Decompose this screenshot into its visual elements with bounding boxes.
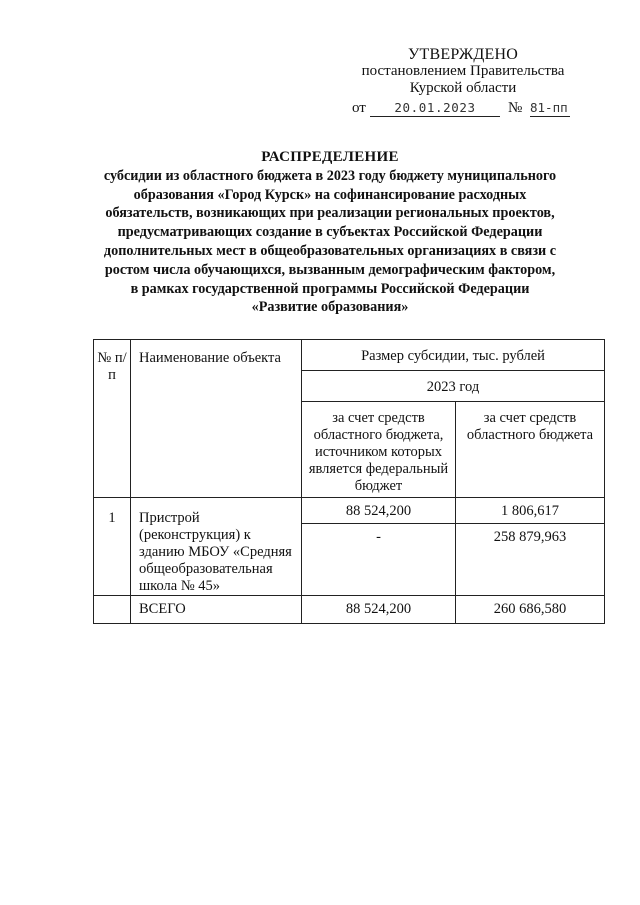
header-name: Наименование объекта: [131, 340, 302, 498]
row-name-line: (реконструкция) к: [139, 527, 251, 543]
document-title: [60, 148, 600, 317]
total-row: [94, 596, 605, 624]
row-name-line: школа № 45»: [139, 578, 221, 594]
row-name-line: зданию МБОУ «Средняя: [139, 544, 292, 560]
title-line: ростом числа обучающихся, вызванным демографическим фактором,: [104, 261, 556, 278]
approval-date-row: [340, 100, 586, 118]
title-line: обязательств, возникающих при реализации региональных проектов,: [105, 205, 555, 222]
header-federal: за счет средств областного бюджета, источником которых является федеральный бюджет: [302, 402, 456, 498]
approval-number: 81-пп: [530, 99, 570, 117]
total-regional: 260 686,580: [456, 596, 605, 624]
approval-line-1: постановлением Правительства: [361, 63, 565, 79]
row-num: 1: [94, 498, 131, 596]
row-name-line: общеобразовательная: [139, 561, 273, 577]
total-num: [94, 596, 131, 624]
title-line: образования «Город Курск» на софинансирование расходных: [133, 186, 527, 203]
approval-line-2: Курской области: [409, 80, 517, 96]
approval-number-sign: №: [508, 100, 523, 116]
total-label: ВСЕГО: [131, 596, 302, 624]
row-name-line: Пристрой: [139, 510, 200, 526]
header-regional: за счет средств областного бюджета: [456, 402, 605, 498]
approval-heading: УТВЕРЖДЕНО: [407, 46, 518, 63]
row-federal-1: 88 524,200: [302, 498, 456, 524]
approval-date: 20.01.2023: [370, 99, 500, 117]
title-line: субсидии из областного бюджета в 2023 году бюджету муниципального: [103, 167, 557, 184]
row-federal-2: -: [302, 524, 456, 596]
header-num: № п/п: [94, 340, 131, 498]
approval-from-label: от: [352, 100, 366, 116]
row-regional-1: 1 806,617: [456, 498, 605, 524]
header-size: Размер субсидии, тыс. рублей: [302, 340, 605, 371]
title-line: «Развитие образования»: [251, 299, 409, 316]
row-regional-2: 258 879,963: [456, 524, 605, 596]
table-row: [94, 498, 605, 524]
row-name: [131, 498, 302, 596]
subsidy-table: [93, 339, 605, 624]
title-line: в рамках государственной программы Российской Федерации: [130, 280, 530, 297]
title-line: предусматривающих создание в субъектах Российской Федерации: [117, 224, 543, 241]
title-line: дополнительных мест в общеобразовательных организациях в связи с: [103, 242, 557, 259]
total-federal: 88 524,200: [302, 596, 456, 624]
title-main: РАСПРЕДЕЛЕНИЕ: [261, 149, 399, 165]
approval-stamp: [340, 46, 586, 116]
header-year: 2023 год: [302, 371, 605, 402]
